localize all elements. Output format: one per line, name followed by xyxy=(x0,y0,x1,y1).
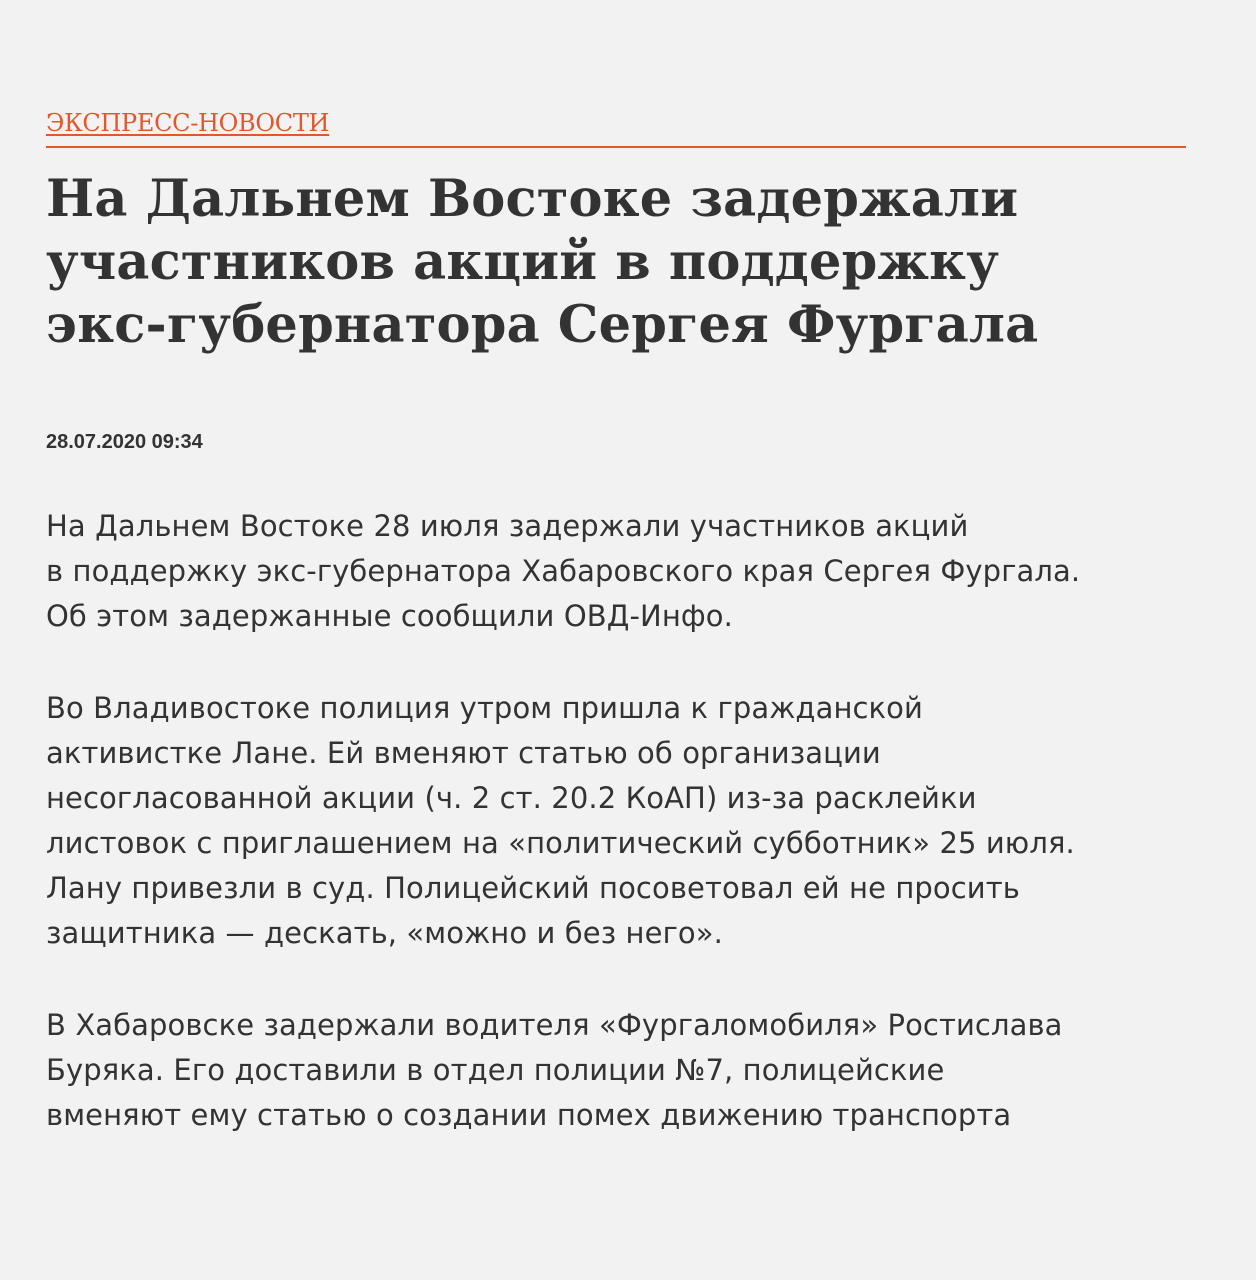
headline-line: участников акций в поддержку xyxy=(46,232,1000,292)
paragraph-line: Буряка. Его доставили в отдел полиции №7, полицейские xyxy=(46,1053,945,1087)
headline-line: На Дальнем Востоке задержали xyxy=(46,169,1019,229)
paragraph-line: Лану привезли в суд. Полицейский посоветовал ей не просить xyxy=(46,871,1020,905)
paragraph-line: защитника — дескать, «можно и без него». xyxy=(46,916,723,950)
headline xyxy=(46,168,1212,357)
publish-date: 28.07.2020 09:34 xyxy=(46,431,203,453)
paragraph xyxy=(46,686,1212,956)
paragraph-line: вменяют ему статью о создании помех движению транспорта xyxy=(46,1098,1012,1132)
article-body xyxy=(46,504,1212,1185)
paragraph-line: В Хабаровске задержали водителя «Фургаломобиля» Ростислава xyxy=(46,1008,1063,1042)
rubric-divider xyxy=(46,146,1186,148)
paragraph xyxy=(46,504,1212,639)
paragraph-line: На Дальнем Востоке 28 июля задержали участников акций xyxy=(46,509,969,543)
rubric-link[interactable]: ЭКСПРЕСС-НОВОСТИ xyxy=(46,109,330,137)
paragraph-line: в поддержку экс-губернатора Хабаровского края Сергея Фургала. xyxy=(46,554,1081,588)
paragraph-line: листовок с приглашением на «политический субботник» 25 июля. xyxy=(46,826,1075,860)
paragraph-line: несогласованной акции (ч. 2 ст. 20.2 КоАП) из-за расклейки xyxy=(46,781,977,815)
paragraph-line: Об этом задержанные сообщили ОВД-Инфо. xyxy=(46,599,733,633)
paragraph xyxy=(46,1003,1212,1138)
paragraph-line: активистке Лане. Ей вменяют статью об организации xyxy=(46,736,881,770)
paragraph-line: Во Владивостоке полиция утром пришла к гражданской xyxy=(46,691,923,725)
headline-line: экс-губернатора Сергея Фургала xyxy=(46,295,1039,355)
